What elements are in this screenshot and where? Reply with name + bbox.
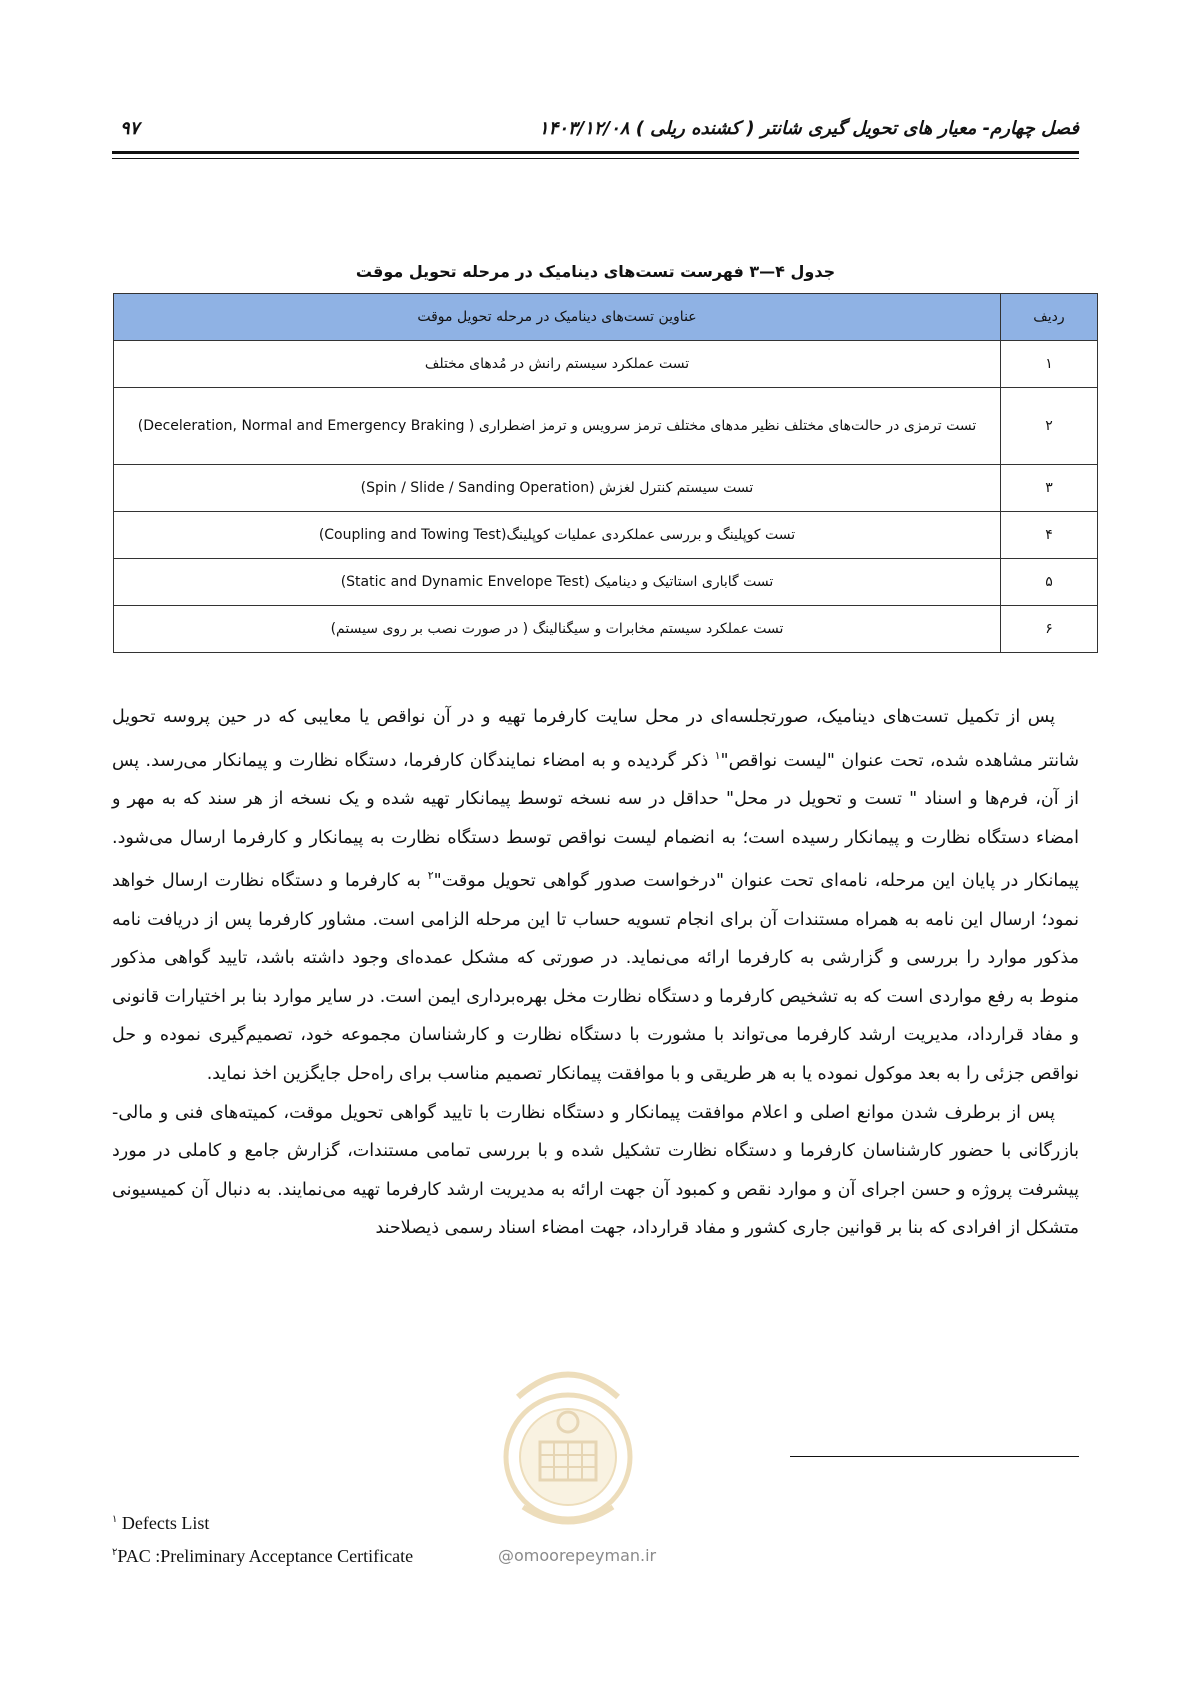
row-number: ۳ xyxy=(1001,465,1098,512)
table-row xyxy=(114,606,1098,653)
body-text xyxy=(112,698,1079,1248)
page-header xyxy=(112,112,1079,148)
footnotes xyxy=(112,1505,413,1571)
row-title: تست ترمزی در حالت‌های مختلف نظیر مدهای مختلف ترمز سرویس و ترمز اضطراری ( Deceleration, Normal and Emergency Braking) xyxy=(114,388,1001,465)
row-number: ۱ xyxy=(1001,341,1098,388)
chapter-title: فصل چهارم- معیار های تحویل گیری شانتر ( کشنده ریلی ) ۱۴۰۳/۱۲/۰۸ xyxy=(538,118,1079,139)
footnote-text: Defects List xyxy=(117,1513,210,1533)
table-row xyxy=(114,341,1098,388)
table-header-row xyxy=(114,294,1098,341)
row-title: تست گاباری استاتیک و دینامیک (Static and Dynamic Envelope Test) xyxy=(114,559,1001,606)
row-title: تست سیستم کنترل لغزش (Spin / Slide / Sanding Operation) xyxy=(114,465,1001,512)
header-test-title: عناوین تست‌های دینامیک در مرحله تحویل موقت xyxy=(114,294,1001,341)
watermark-text: @omoorepeyman.ir xyxy=(498,1546,657,1565)
paragraph xyxy=(112,698,1079,1094)
paragraph: پس از برطرف شدن موانع اصلی و اعلام موافقت پیمانکار و دستگاه نظارت با تایید گواهی تحویل موقت، کمیته‌های فنی و مالی- بازرگانی با حضور کارشناسان کارفرما و دستگاه نظارت تشکیل شده و با بررسی تمامی مستندات، گزارش جامع و کاملی در مورد پیشرفت پروژه و حسن اجرای آن و موارد نقص و کمبود آن جهت ارائه به مدیریت ارشد کارفرما تهیه می‌نمایند. به دنبال آن کمیسیونی متشکل از افرادی که بنا بر قوانین جاری کشور و مفاد قرارداد، جهت امضاء اسناد رسمی ذیصلاحند xyxy=(112,1102,1079,1239)
header-row-number: ردیف xyxy=(1001,294,1098,341)
footnote-marker: ۱ xyxy=(112,1514,118,1525)
footnote-item xyxy=(112,1505,413,1538)
row-title: تست کوپلینگ و بررسی عملکردی عملیات کوپلینگ(Coupling and Towing Test) xyxy=(114,512,1001,559)
footnote-ref[interactable]: ۱ xyxy=(714,748,721,762)
table-row xyxy=(114,388,1098,465)
footnote-text: PAC :Preliminary Acceptance Certificate xyxy=(117,1546,414,1566)
paragraph-text: به کارفرما و دستگاه نظارت ارسال خواهد نمود؛ ارسال این نامه به همراه مستندات آن برای انجام تسویه حساب تا این مرحله الزامی است. مشاور کارفرما پس از دریافت نامه مذکور موارد را بررسی و گزارشی به کارفرما ارائه می‌نماید. در صورتی که مشکل عمده‌ای وجود داشته باشد، تایید گواهی مذکور منوط به رفع مواردی است که به تشخیص کارفرما و دستگاه نظارت مخل بهره‌برداری ایمن است. در سایر موارد بنا بر اختیارات قانونی و مفاد قرارداد، مدیریت ارشد کارفرما می‌تواند با مشورت با دستگاه نظارت و کارشناسان مجموعه خود، تصمیم‌گیری نموده و حل نواقص جزئی را به بعد موکول نموده یا به هر طریقی و با موافقت پیمانکار تصمیم مناسب برای راه‌حل جایگزین اخذ نماید. xyxy=(112,871,1079,1084)
row-title: تست عملکرد سیستم مخابرات و سیگنالینگ ( در صورت نصب بر روی سیستم) xyxy=(114,606,1001,653)
page-number: ۹۷ xyxy=(120,118,140,139)
paragraph-text: پس از تکمیل تست‌های دینامیک، صورتجلسه‌ای در محل سایت کارفرما تهیه و در آن نواقص یا معایبی که در حین پروسه تحویل شانتر مشاهده شده، تحت عنوان "لیست نواقص" xyxy=(112,707,1079,771)
header-rule-thin xyxy=(112,158,1079,159)
table-caption: جدول ۴—۳ فهرست تست‌های دینامیک در مرحله تحویل موقت xyxy=(355,262,836,281)
header-rule-thick xyxy=(112,151,1079,154)
table-row xyxy=(114,559,1098,606)
row-number: ۲ xyxy=(1001,388,1098,465)
watermark-logo-icon xyxy=(488,1357,648,1547)
row-number: ۵ xyxy=(1001,559,1098,606)
footnote-item xyxy=(112,1538,413,1571)
paragraph-text: ذکر گردیده و به امضاء نمایندگان کارفرما، دستگاه نظارت و پیمانکار می‌رسد. پس از آن، فرم‌ها و اسناد " تست و تحویل در محل" حداقل در سه نسخه توسط پیمانکار تهیه شده و یک نسخه از هر سند که به مهر و امضاء دستگاه نظارت و پیمانکار رسیده است؛ به انضمام لیست نواقص توسط دستگاه نظارت به پیمانکار و کارفرما ارسال می‌شود. پیمانکار در پایان این مرحله، نامه‌ای تحت عنوان "درخواست صدور گواهی تحویل موقت" xyxy=(112,750,1080,892)
footnote-ref[interactable]: ۲ xyxy=(427,869,434,883)
footnote-marker: ۲ xyxy=(112,1547,118,1558)
row-title: تست عملکرد سیستم رانش در مُدهای مختلف xyxy=(114,341,1001,388)
footnote-separator xyxy=(790,1456,1079,1457)
row-number: ۶ xyxy=(1001,606,1098,653)
dynamic-tests-table xyxy=(113,293,1098,653)
table-row xyxy=(114,512,1098,559)
table-row xyxy=(114,465,1098,512)
row-number: ۴ xyxy=(1001,512,1098,559)
